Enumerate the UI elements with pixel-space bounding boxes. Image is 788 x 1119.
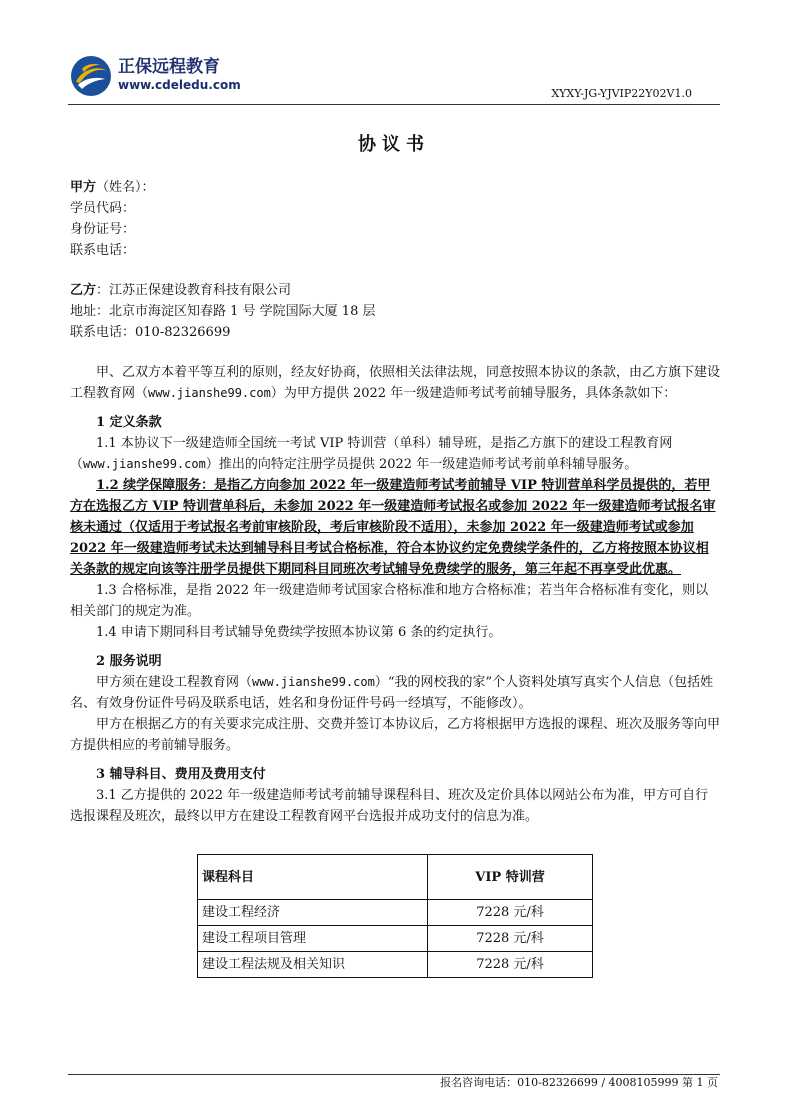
clause-1-1-url-link[interactable]: www.jianshe99.com [83,457,206,471]
table-cell-price: 7228 元/科 [428,952,593,978]
section-2-url-link[interactable]: www.jianshe99.com [252,675,375,689]
intro-url-link[interactable]: www.jianshe99.com [148,386,271,400]
section-3-heading: 3 辅导科目、费用及费用支付 [96,767,266,782]
logo-swirl-icon [70,55,112,97]
id-number-line: 身份证号： [70,222,136,237]
price-table [197,854,593,978]
footer-divider [68,1074,720,1075]
section-1-heading: 1 定义条款 [96,415,162,430]
party-b-company: ：江苏正保建设教育科技有限公司 [96,283,292,298]
party-a-label: 甲方 [70,180,97,195]
table-cell-subject: 建设工程法规及相关知识 [198,952,428,978]
clause-1-3: 1.3 合格标准，是指 2022 年一级建造师考试国家合格标准和地方合格标准；若当年合格标准有变化，则以相关部门的规定为准。 [70,583,709,619]
footer-contact: 报名咨询电话：010-82326699 / 4008105999 第 1 页 [440,1076,718,1089]
party-b-line [70,280,720,301]
table-header-row [198,855,593,900]
clause-3-1: 3.1 乙方提供的 2022 年一级建造师考试考前辅导课程科目、班次及定价具体以网站公布为准，甲方可自行选报课程及班次，最终以甲方在建设工程教育网平台选报并成功支付的信息为准。 [70,788,709,824]
table-cell-price: 7228 元/科 [428,926,593,952]
clause-1-1 [70,433,720,475]
clause-1-1-text-b: ）推出的向特定注册学员提供 2022 年一级建造师考试考前单科辅导服务。 [205,457,638,472]
clause-1-1-text-a: 1.1 本协议下一级建造师全国统一考试 VIP 特训营（单科）辅导班，是指乙方旗下的建设工程教育网（ [70,436,673,472]
table-row [198,900,593,926]
document-body [70,177,720,978]
intro-text-2: ）为甲方提供 2022 年一级建造师考试考前辅导服务，具体条款如下： [270,386,677,401]
party-a-line [70,177,720,198]
table-row [198,952,593,978]
table-header-subject: 课程科目 [198,855,428,900]
party-a-name-hint: （姓名）： [96,180,155,195]
table-cell-price: 7228 元/科 [428,900,593,926]
section-2-heading: 2 服务说明 [96,654,162,669]
intro-paragraph [70,362,720,404]
table-cell-subject: 建设工程项目管理 [198,926,428,952]
student-code-line: 学员代码： [70,201,136,216]
party-b-label: 乙方 [70,283,97,298]
header-divider [68,104,720,105]
table-row [198,926,593,952]
party-a-phone-line: 联系电话： [70,243,136,258]
table-cell-subject: 建设工程经济 [198,900,428,926]
party-b-address: 地址：北京市海淀区知春路 1 号 学院国际大厦 18 层 [70,304,376,319]
logo-url: www.cdeledu.com [118,78,241,92]
party-b-phone: 联系电话：010-82326699 [70,325,231,340]
section-2-paragraph-2: 甲方在根据乙方的有关要求完成注册、交费并签订本协议后，乙方将根据甲方选报的课程、班次及服务等向甲方提供相应的考前辅导服务。 [70,717,721,753]
clause-1-2: 1.2 续学保障服务：是指乙方向参加 2022 年一级建造师考试考前辅导 VIP 特训营单科学员提供的，若甲方在选报乙方 VIP 特训营单科后，未参加 2022 年一级建造师考试报名或参加 2022 年一级建造师考试报名审核未通过（仅适用于考试报名考前审核阶段，考后审核阶段不适用），未参加 2022 年一级建造师考试或参加 2022 年一级建造师考试未达到辅导科目考试合格标准，符合本协议约定免费续学条件的，乙方将按照本协议相关条款的规定向该等注册学员提供下期同科目同班次考试辅导免费续学的服务，第三年起不再享受此优惠。 [70,478,716,577]
section-2-text-a: 甲方须在建设工程教育网（ [96,675,253,690]
document-code: XYXY-JG-YJVIP22Y02V1.0 [551,87,692,100]
intro-text-1: 甲、乙双方本着平等互利的原则，经友好协商，依照相关法律法规，同意按照本协议的条款，由乙方旗下建设工程教育网（ [70,365,721,401]
clause-1-4: 1.4 申请下期同科目考试辅导免费续学按照本协议第 6 条的约定执行。 [96,625,502,640]
logo [70,53,270,99]
document-title: 协议书 [358,134,430,155]
logo-name: 正保远程教育 [118,57,220,77]
section-2-paragraph-1 [70,672,720,714]
section-2-text-b: ）“我的网校我的家”个人资料处填写真实个人信息（包括姓名、有效身份证件号码及联系电话，姓名和身份证件号码一经填写，不能修改）。 [70,675,714,711]
table-header-vip: VIP 特训营 [428,855,593,900]
